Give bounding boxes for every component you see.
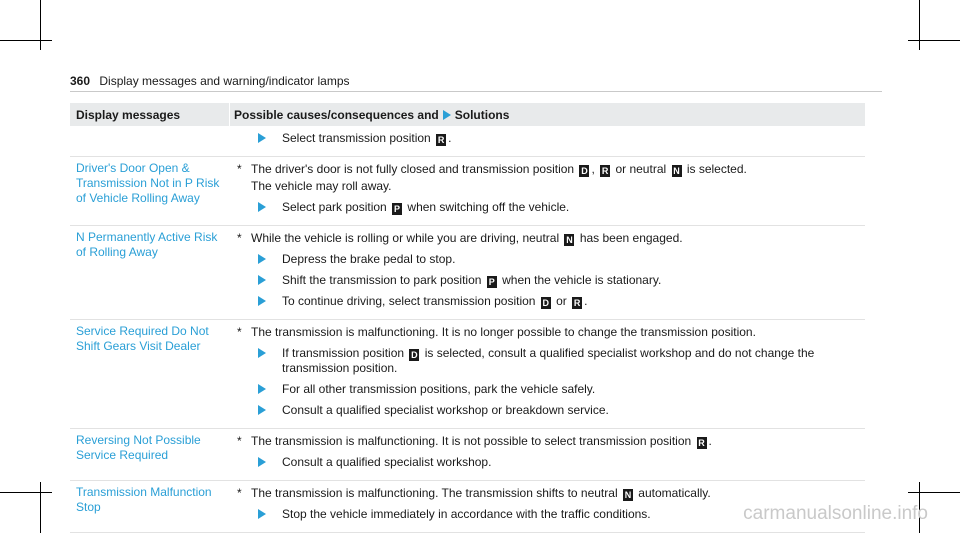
gear-p-key-icon: P — [394, 204, 401, 214]
crop-mark — [40, 0, 41, 50]
text-fragment: . — [708, 434, 712, 448]
solution-step — [235, 252, 865, 267]
crop-mark — [919, 0, 920, 50]
arrow-icon — [258, 348, 266, 358]
gear-r-key-icon: R — [698, 438, 705, 448]
footnote-star: * — [237, 434, 242, 448]
solution-step — [235, 403, 865, 418]
display-message: N Permanently Active Risk of Rolling Away — [76, 230, 218, 259]
text-fragment: The transmission is malfunctioning. It is no longer possible to change the transmission position. — [251, 325, 756, 339]
text-fragment: Consult a qualified specialist workshop. — [282, 455, 492, 469]
text-fragment: when the vehicle is stationary. — [498, 273, 662, 287]
arrow-icon — [258, 133, 266, 143]
text-fragment: or — [552, 294, 571, 308]
gear-r-key-icon: R — [601, 166, 609, 176]
cause-text — [235, 325, 865, 340]
table-row — [70, 429, 865, 481]
cause-text — [235, 179, 865, 194]
arrow-icon — [258, 509, 266, 519]
display-message: Driver's Door Open & Transmission Not in P Risk of Vehicle Rolling Away — [76, 161, 220, 205]
text-fragment: is selected, consult a qualified specialist workshop and do not change the transmission position. — [282, 346, 815, 375]
text-fragment: Select transmission position — [282, 131, 435, 145]
text-fragment: Select park position — [282, 200, 391, 214]
display-message: Reversing Not Possible Service Required — [76, 433, 201, 462]
gear-d-key-icon: D — [542, 298, 550, 308]
page-header — [70, 74, 350, 88]
solution-step — [235, 346, 865, 376]
footnote-star: * — [237, 325, 242, 339]
crop-mark — [908, 40, 960, 41]
text-fragment: Consult a qualified specialist workshop or breakdown service. — [282, 403, 609, 417]
text-fragment: The transmission is malfunctioning. The transmission shifts to neutral — [251, 486, 621, 500]
watermark: carmanualsonline.info — [743, 503, 928, 524]
solution-step — [235, 131, 865, 146]
column-header-solutions: Possible causes/consequences and Solutions — [234, 108, 510, 122]
solution-cell — [235, 226, 865, 319]
arrow-icon — [258, 254, 266, 264]
text-fragment: While the vehicle is rolling or while you are driving, neutral — [251, 231, 563, 245]
cause-text — [235, 231, 865, 246]
display-message: Transmission Malfunction Stop — [76, 485, 212, 514]
crop-mark — [40, 482, 41, 533]
messages-table — [70, 126, 865, 533]
text-fragment: . — [448, 131, 452, 145]
footnote-star: * — [237, 162, 242, 176]
solution-cell — [235, 157, 865, 225]
arrow-icon — [443, 110, 451, 120]
arrow-icon — [258, 405, 266, 415]
solution-step — [235, 200, 865, 215]
table-row — [70, 126, 865, 157]
text-fragment: . — [584, 294, 588, 308]
arrow-icon — [258, 384, 266, 394]
table-row — [70, 320, 865, 429]
text-fragment: For all other transmission positions, park the vehicle safely. — [282, 382, 596, 396]
table-header — [70, 103, 865, 126]
gear-r-key-icon: R — [437, 135, 445, 145]
solution-step — [235, 382, 865, 397]
gear-n-key-icon: N — [566, 235, 573, 245]
solution-cell — [235, 429, 865, 480]
column-divider — [229, 103, 230, 126]
page-title: Display messages and warning/indicator lamps — [99, 74, 350, 88]
table-row — [70, 157, 865, 226]
gear-n-key-icon: N — [624, 490, 632, 500]
solution-step — [235, 273, 865, 288]
display-message: Service Required Do Not Shift Gears Visit Dealer — [76, 324, 209, 353]
header-divider — [70, 91, 882, 92]
table-row — [70, 226, 865, 320]
arrow-icon — [258, 202, 266, 212]
page-number: 360 — [70, 74, 91, 88]
solution-step — [235, 455, 865, 470]
text-fragment: To continue driving, select transmission position — [282, 294, 539, 308]
solution-step — [235, 294, 865, 309]
text-fragment: Depress the brake pedal to stop. — [282, 252, 456, 266]
solution-cell — [235, 320, 865, 428]
text-fragment: The driver's door is not fully closed and transmission position — [251, 162, 578, 176]
text-fragment: when switching off the vehicle. — [404, 200, 570, 214]
text-fragment: The transmission is malfunctioning. It is not possible to select transmission position — [251, 434, 695, 448]
footnote-star: * — [237, 486, 242, 500]
crop-mark — [0, 492, 52, 493]
text-fragment: If transmission position — [282, 346, 408, 360]
arrow-icon — [258, 296, 266, 306]
column-header-messages: Display messages — [76, 108, 181, 122]
cause-text — [235, 434, 865, 449]
crop-mark — [0, 40, 52, 41]
text-fragment: or neutral — [612, 162, 670, 176]
gear-d-key-icon: D — [411, 350, 418, 360]
gear-p-key-icon: P — [488, 277, 495, 287]
text-fragment: Stop the vehicle immediately in accordance with the traffic conditions. — [282, 507, 651, 521]
cause-text — [235, 162, 865, 177]
crop-mark — [908, 492, 960, 493]
gear-r-key-icon: R — [573, 298, 581, 308]
gear-d-key-icon: D — [581, 166, 588, 176]
text-fragment: Shift the transmission to park position — [282, 273, 485, 287]
gear-n-key-icon: N — [673, 166, 680, 176]
arrow-icon — [258, 457, 266, 467]
text-fragment: automatically. — [634, 486, 711, 500]
footnote-star: * — [237, 231, 242, 245]
solution-cell — [235, 126, 865, 156]
text-fragment: , — [591, 162, 599, 176]
cause-text — [235, 486, 865, 501]
arrow-icon — [258, 275, 266, 285]
text-fragment: The vehicle may roll away. — [251, 179, 392, 193]
text-fragment: is selected. — [683, 162, 747, 176]
text-fragment: has been engaged. — [576, 231, 683, 245]
